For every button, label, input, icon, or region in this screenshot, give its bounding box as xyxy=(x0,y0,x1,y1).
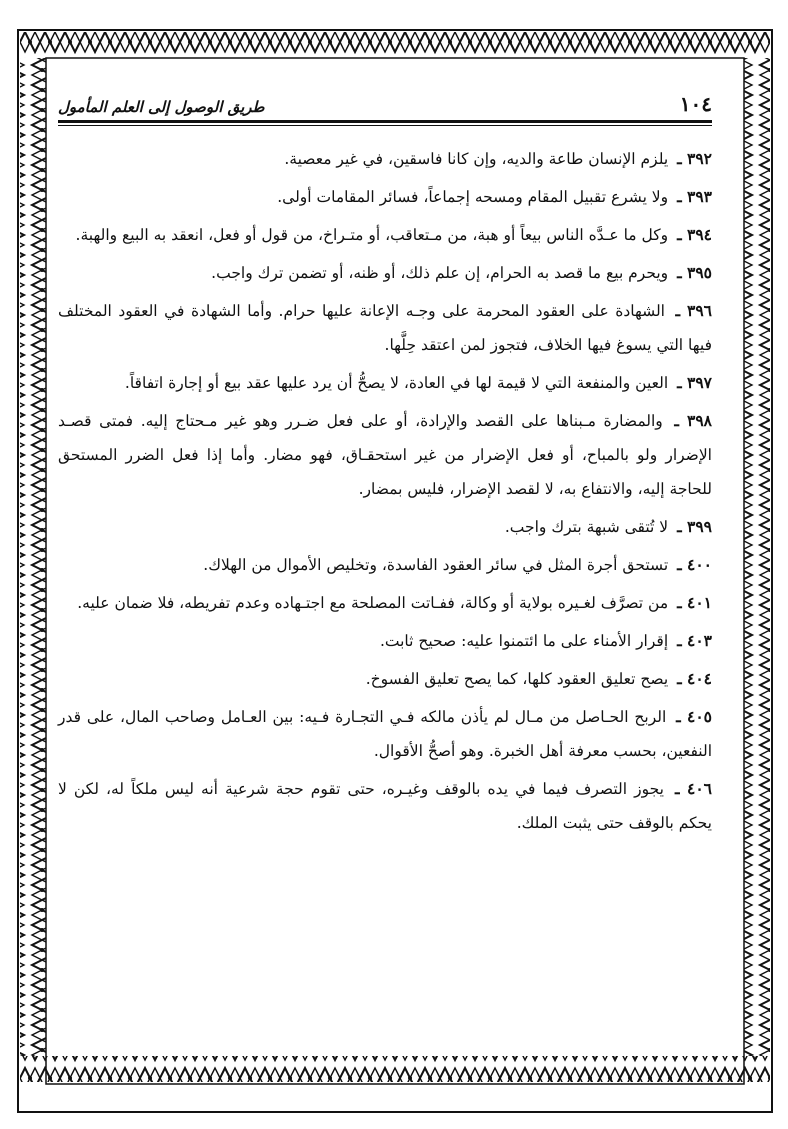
page-number: ١٠٤ xyxy=(679,92,712,116)
paragraph xyxy=(58,662,712,696)
paragraph-text: إقرار الأمناء على ما ائتمنوا عليه: صحيح ثابت. xyxy=(379,632,669,650)
paragraph xyxy=(58,586,712,620)
paragraph-text: ويحرم بيع ما قصد به الحرام، إن علم ذلك، أو ظنه، أو تضمن ترك واجب. xyxy=(211,264,669,282)
paragraph xyxy=(58,548,712,582)
paragraph-number: ٤٠٠ ـ xyxy=(677,555,712,574)
paragraph-number: ٤٠٥ ـ xyxy=(676,707,712,726)
paragraph-text: يصح تعليق العقود كلها، كما يصح تعليق الفسوخ. xyxy=(365,670,669,688)
paragraph xyxy=(58,700,712,768)
paragraph-text: ولا يشرع تقبيل المقام ومسحه إجماعاً، فسائر المقامات أولى. xyxy=(277,188,669,206)
paragraph xyxy=(58,772,712,840)
paragraph xyxy=(58,366,712,400)
paragraph-number: ٣٩٣ ـ xyxy=(677,187,712,206)
paragraph xyxy=(58,180,712,214)
paragraph-text: والمضارة مـبناها على القصد والإرادة، أو على فعل ضـرر وهو غير مـحتاج إليه. فمتى قصـد الإضرار ولو بالمباح، أو فعل الإضرار من غير استحقـاق، فهو مضار. وأما إذا فعل الضرر المستحق للحاجة إليه، والانتفاع به، لا لقصد الإضرار، فليس بمضار. xyxy=(58,412,712,498)
paragraph-number: ٣٩٤ ـ xyxy=(677,225,712,244)
paragraph xyxy=(58,256,712,290)
paragraph-text: يلزم الإنسان طاعة والديه، وإن كانا فاسقين، في غير معصية. xyxy=(284,150,669,168)
paragraph xyxy=(58,404,712,506)
paragraph-number: ٣٩٨ ـ xyxy=(674,411,712,430)
paragraph-number: ٤٠٣ ـ xyxy=(677,631,712,650)
paragraph-text: من تصرَّف لغـيره بولاية أو وكالة، ففـاتت المصلحة مع اجتـهاده وعدم تفريطه، فلا ضمان عليه. xyxy=(77,594,669,612)
paragraph-number: ٤٠١ ـ xyxy=(677,593,712,612)
paragraph xyxy=(58,624,712,658)
paragraph-number: ٤٠٦ ـ xyxy=(674,779,712,798)
paragraph-text: لا تُتقى شبهة بترك واجب. xyxy=(504,518,669,536)
paragraph-text: يجوز التصرف فيما في يده بالوقف وغيـره، حتى تقوم حجة شرعية أنه ليس ملكاً له، لكن لا يحكم بالوقف حتى يثبت الملك. xyxy=(58,780,712,832)
header-rule-thin xyxy=(58,125,712,126)
page-header xyxy=(58,86,712,116)
paragraph xyxy=(58,294,712,362)
paragraph-text: تستحق أجرة المثل في سائر العقود الفاسدة، وتخليص الأموال من الهلاك. xyxy=(203,556,669,574)
page-body xyxy=(58,142,712,844)
paragraph-text: الربح الحـاصل من مـال لم يأذن مالكه فـي التجـارة فـيه: بين العـامل وصاحب المال، على قدر النفعين، بحسب معرفة أهل الخبرة. وهو أصحُّ الأقوال. xyxy=(58,708,712,760)
paragraph xyxy=(58,218,712,252)
paragraph-text: العين والمنفعة التي لا قيمة لها في العادة، لا يصحُّ أن يرد عليها عقد بيع أو إجارة اتفاقاً. xyxy=(124,374,669,392)
page-content xyxy=(58,86,712,1046)
paragraph-text: وكل ما عـدَّه الناس بيعاً أو هبة، من مـتعاقب، أو متـراخ، من قول أو فعل، انعقد به البيع والهبة. xyxy=(75,226,669,244)
paragraph xyxy=(58,510,712,544)
paragraph-number: ٤٠٤ ـ xyxy=(677,669,712,688)
paragraph xyxy=(58,142,712,176)
paragraph-number: ٣٩٧ ـ xyxy=(677,373,712,392)
paragraph-number: ٣٩٢ ـ xyxy=(677,149,712,168)
paragraph-number: ٣٩٦ ـ xyxy=(675,301,713,320)
paragraph-number: ٣٩٥ ـ xyxy=(677,263,712,282)
header-rule xyxy=(58,120,712,123)
paragraph-number: ٣٩٩ ـ xyxy=(677,517,712,536)
running-title: طريق الوصول إلى العلم المأمول xyxy=(58,98,265,116)
paragraph-text: الشهادة على العقود المحرمة على وجـه الإعانة عليها حرام. وأما الشهادة في العقود المختلف فيها التي يسوغ فيها الخلاف، فتجوز لمن اعتقد حِلَّها. xyxy=(58,302,712,354)
